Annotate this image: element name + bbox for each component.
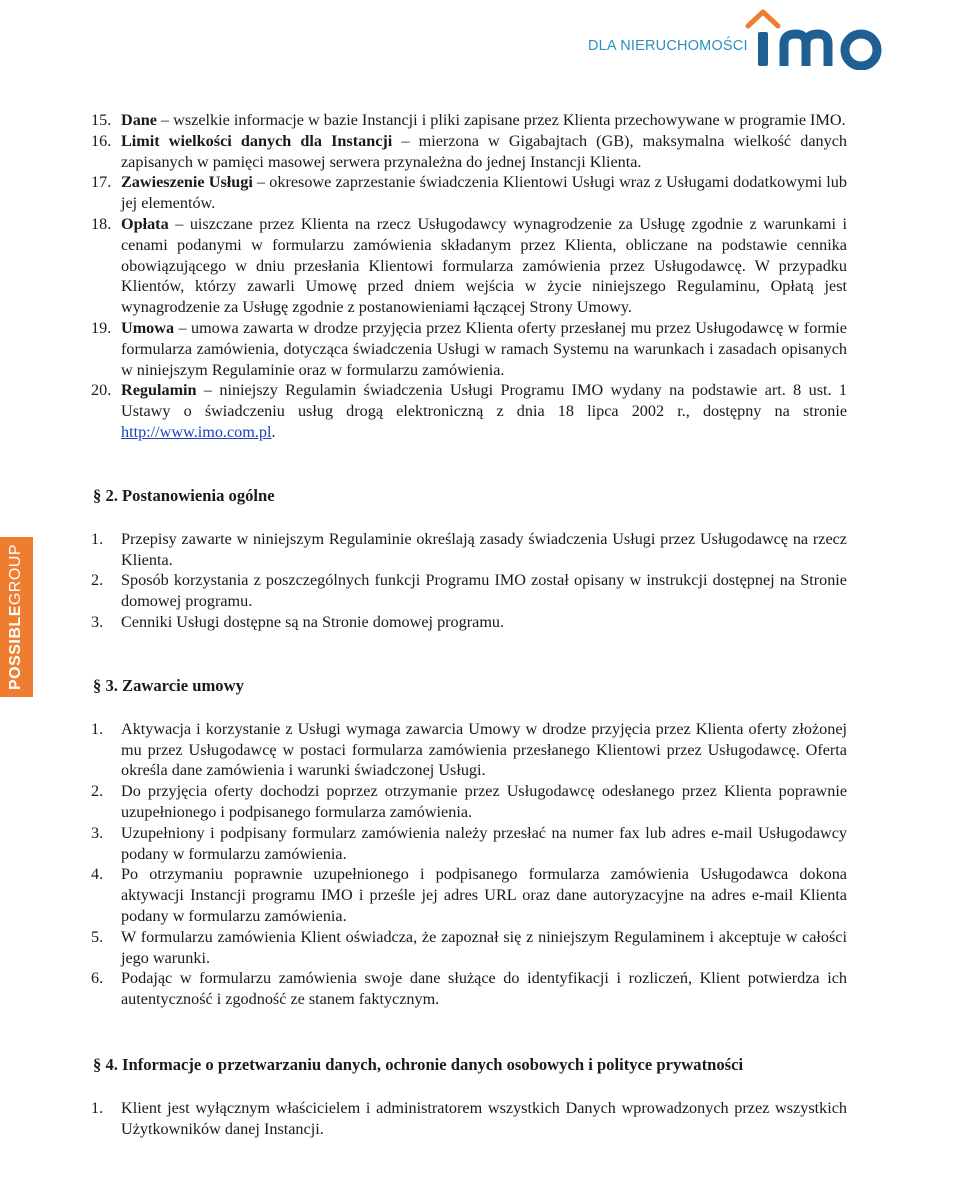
definitions-list	[91, 110, 847, 443]
definition-item: 16. Limit wielkości danych dla Instancji – mierzona w Gigabajtach (GB), maksymalna wielkość danych zapisanych w pamięci masowej serwera przynależna do jednej Instancji Klienta.	[91, 131, 847, 171]
definition-text: – uiszczane przez Klienta na rzecz Usługodawcy wynagrodzenie za Usługę zgodnie z warunkami i cenami podanymi w formularzu zamówienia składanym przez Klienta, obliczane na podstawie cennika obowiązującego w dniu przesłania Klientowi formularza zamówienia przez Usługodawcę. W przypadku Klientów, którzy zawarli Umowę przed dniem wejścia w życie niniejszego Regulaminu, Opłatą jest wynagrodzenie za Usługę zgodnie z postanowieniami łączącej Strony Umowy.	[121, 214, 847, 317]
possible-group-label: POSSIBLEGROUP	[7, 543, 24, 691]
section-2-list	[91, 529, 847, 633]
section-heading-3: § 3. Zawarcie umowy	[93, 675, 244, 695]
definition-text: – umowa zawarta w drodze przyjęcia przez Klienta oferty przesłanej mu przez Usługodawcę w formie formularza zamówienia, dotycząca świadczenia Usługi w ramach Systemu na warunkach i zasadach opisanych w niniejszym Regulaminie oraz w formularzu zamówienia.	[121, 318, 847, 379]
section-4-list	[91, 1098, 847, 1140]
definition-text: – niniejszy Regulamin świadczenia Usługi Programu IMO wydany na podstawie art. 8 ust. 1 Ustawy o świadczeniu usług drogą elektroniczną z dnia 18 lipca 2002 r., dostępny na stronie	[121, 381, 847, 421]
definition-term: Regulamin	[121, 381, 197, 400]
imo-logo	[742, 4, 892, 70]
definition-term: Dane	[121, 111, 157, 129]
definition-item: 18. Opłata – uiszczane przez Klienta na rzecz Usługodawcy wynagrodzenie za Usługę zgodnie z warunkami i cenami podanymi w formularzu zamówienia składanym przez Klienta, obliczane na podstawie cennika obowiązującego w dniu przesłania Klientowi formularza zamówienia przez Usługodawcę. W przypadku Klientów, którzy zawarli Umowę przed dniem wejścia w życie niniejszego Regulaminu, Opłatą jest wynagrodzenie za Usługę zgodnie z postanowieniami łączącej Strony Umowy.	[91, 214, 847, 317]
list-item: 3. Cenniki Usługi dostępne są na Stronie domowej programu.	[91, 612, 505, 631]
page-header	[0, 0, 960, 80]
definition-term: Umowa	[121, 318, 175, 337]
definition-term: Limit wielkości danych dla Instancji	[121, 131, 393, 150]
list-item: 1. Przepisy zawarte w niniejszym Regulaminie określają zasady świadczenia Usługi przez Usługodawcę na rzecz Klienta.	[91, 529, 847, 569]
definition-item: 15. Dane – wszelkie informacje w bazie Instancji i pliki zapisane przez Klienta przechowywane w programie IMO.	[91, 111, 846, 129]
list-item: 3. Uzupełniony i podpisany formularz zamówienia należy przesłać na numer fax lub adres e-mail Usługodawcy podany w formularzu zamówienia.	[91, 823, 847, 863]
list-item: 2. Do przyjęcia oferty dochodzi poprzez otrzymanie przez Usługodawcę odesłanego przez Klienta poprawnie uzupełnionego i podpisanego formularza zamówienia.	[91, 782, 847, 821]
definition-text: – wszelkie informacje w bazie Instancji i pliki zapisane przez Klienta przechowywane w programie IMO.	[156, 111, 846, 129]
possible-group-tab	[0, 537, 33, 697]
definition-text: – mierzona w Gigabajtach (GB), maksymalna wielkość danych zapisanych w pamięci masowej serwera przynależna do jednej Instancji Klienta.	[121, 131, 847, 171]
list-item: 4. Po otrzymaniu poprawnie uzupełnionego i podpisanego formularza zamówienia Usługodawca dokona aktywacji Instancji programu IMO i prześle jej adres URL oraz dane autoryzacyjne na adres e-mail Klienta podany w formularzu zamówienia.	[91, 865, 847, 925]
section-heading-4: § 4. Informacje o przetwarzaniu danych, ochronie danych osobowych i polityce prywatności	[93, 1054, 744, 1074]
section-3-list	[91, 719, 847, 1010]
definition-text: – okresowe zaprzestanie świadczenia Klientowi Usługi wraz z Usługami dodatkowymi lub jej elementów.	[121, 173, 847, 213]
brand-tagline: DLA NIERUCHOMOŚCI	[588, 38, 748, 54]
list-item: 1. Aktywacja i korzystanie z Usługi wymaga zawarcia Umowy w drodze przyjęcia przez Klienta oferty złożonej mu przez Usługodawcę w postaci formularza zamówienia przesłanego Klientowi przez Usługodawcę. Oferta określa dane zamówienia i warunki świadczonej Usługi.	[91, 719, 847, 780]
list-item: 6. Podając w formularzu zamówienia swoje dane służące do identyfikacji i rozliczeń, Klient potwierdza ich autentyczność i zgodność ze stanem faktycznym.	[91, 969, 847, 1009]
document-body	[91, 110, 847, 1139]
definition-item: 20. Regulamin – niniejszy Regulamin świadczenia Usługi Programu IMO wydany na podstawie art. 8 ust. 1 Ustawy o świadczeniu usług drogą elektroniczną z dnia 18 lipca 2002 r., dostępny na stronie http://www.imo.com.pl.	[91, 381, 847, 441]
list-item: 5. W formularzu zamówienia Klient oświadcza, że zapoznał się z niniejszym Regulaminem i akceptuje w całości jego warunki.	[91, 927, 847, 967]
list-item: 2. Sposób korzystania z poszczególnych funkcji Programu IMO został opisany w instrukcji dostępnej na Stronie domowej programu.	[91, 571, 847, 611]
definition-item: 19. Umowa – umowa zawarta w drodze przyjęcia przez Klienta oferty przesłanej mu przez Usługodawcę w formie formularza zamówienia, dotycząca świadczenia Usługi w ramach Systemu na warunkach i zasadach opisanych w niniejszym Regulaminie oraz w formularzu zamówienia.	[91, 318, 847, 379]
section-heading-2: § 2. Postanowienia ogólne	[93, 485, 275, 505]
definition-term: Zawieszenie Usługi	[121, 173, 253, 192]
definition-item: 17. Zawieszenie Usługi – okresowe zaprzestanie świadczenia Klientowi Usługi wraz z Usługami dodatkowymi lub jej elementów.	[91, 173, 847, 213]
website-link[interactable]: http://www.imo.com.pl	[121, 422, 272, 441]
definition-term: Opłata	[121, 214, 169, 233]
list-item: 1. Klient jest wyłącznym właścicielem i administratorem wszystkich Danych wprowadzonych przez wszystkich Użytkowników danej Instancji.	[91, 1098, 847, 1138]
